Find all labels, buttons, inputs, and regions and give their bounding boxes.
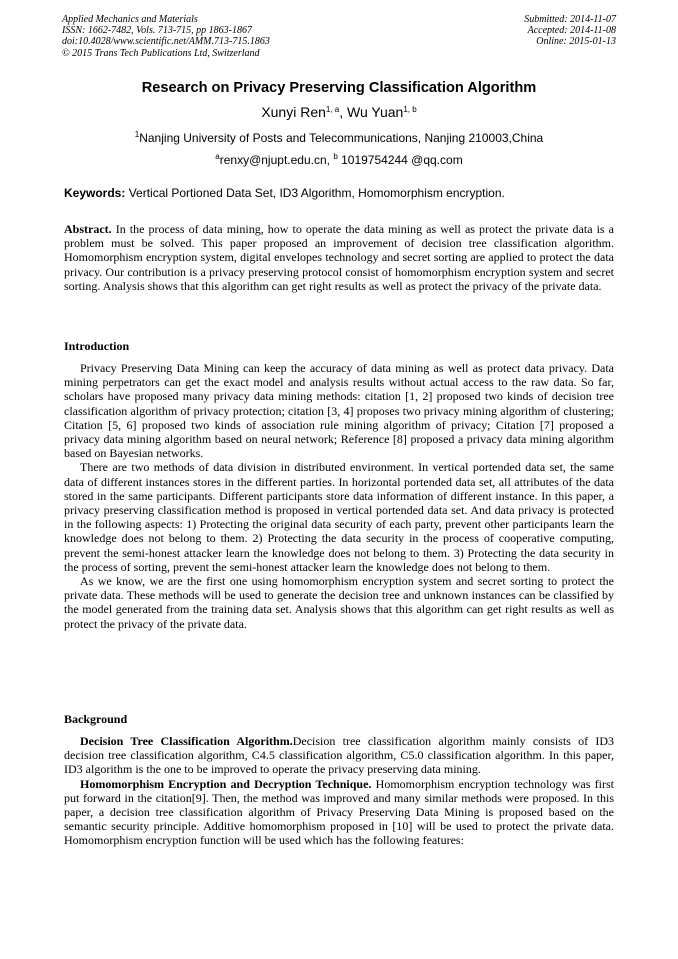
author-sep: , (339, 104, 348, 120)
author-1-name: Xunyi Ren (261, 104, 326, 120)
decision-tree-lead: Decision Tree Classification Algorithm. (80, 734, 293, 748)
accepted-date: Accepted: 2014-11-08 (527, 25, 616, 37)
background-body (64, 734, 614, 848)
affiliation-text: Nanjing University of Posts and Telecommunications, Nanjing 210003,China (139, 131, 544, 145)
emails (0, 153, 678, 167)
header-left (62, 14, 270, 59)
author-2-name: Wu Yuan (347, 104, 404, 120)
abstract (64, 222, 614, 293)
authors (0, 104, 678, 120)
background-paragraph-2 (64, 777, 614, 848)
background-paragraph-1 (64, 734, 614, 777)
affiliation-sup: 1 (134, 130, 140, 139)
author-2-sup: 1, b (403, 105, 417, 114)
issn: ISSN: 1662-7482, Vols. 713-715, pp 1863-1867 (62, 25, 252, 37)
intro-paragraph-1: Privacy Preserving Data Mining can keep the accuracy of data mining as well as protect data privacy. Data mining perpetrators can get the exact model and analysis results without actual access to the raw data. So far, scholars have proposed many privacy data mining methods: citation [1, 2] proposed two kinds of decision tree classification algorithm of privacy protection; citation [3, 4] proposes two privacy mining algorithm of clustering; Citation [5, 6] proposed two kinds of association rule mining algorithm of privacy; Citation [7] proposed a privacy data mining algorithm based on neural network; Reference [8] proposed a privacy data mining algorithm based on Bayesian networks. (64, 361, 614, 461)
introduction-body (64, 361, 614, 631)
abstract-label: Abstract. (64, 222, 112, 236)
email-b: 1019754244 @qq.com (337, 153, 463, 167)
keywords-text: Vertical Portioned Data Set, ID3 Algorithm, Homomorphism encryption. (125, 186, 505, 200)
homomorphism-lead: Homomorphism Encryption and Decryption Technique. (80, 776, 372, 791)
email-b-sup: b (333, 152, 338, 161)
email-a: renxy@njupt.edu.cn, (219, 153, 334, 167)
background-heading: Background (64, 712, 128, 726)
email-a-sup: a (215, 152, 220, 161)
decision-tree-text: Decision tree classification algorithm mainly consists of ID3 decision tree classification algorithm, C4.5 classification algorithm, C5.0 classification algorithm. In this paper, ID3 algorithm is the one to be improved to operate the privacy preserving data mining. (64, 734, 614, 777)
author-1-sup: 1, a (325, 105, 340, 114)
introduction-heading: Introduction (64, 339, 130, 353)
homomorphism-text: Homomorphism encryption technology was first put forward in the citation[9]. Then, the method was improved and many similar methods were proposed. In this paper, a decision tree classification algorithm of Privacy Preserving Data Mining is proposed based on the semantic security principle. Additive homomorphism proposed in [10] will be used to protect the private data. Homomorphism encryption function will be used which has the following features: (64, 776, 614, 848)
keywords-label: Keywords: (64, 186, 126, 200)
keywords (64, 186, 614, 200)
journal-name: Applied Mechanics and Materials (62, 14, 198, 25)
paper-title: Research on Privacy Preserving Classification Algorithm (141, 80, 537, 96)
submitted-date: Submitted: 2014-11-07 (524, 14, 616, 25)
online-date: Online: 2015-01-13 (536, 36, 616, 48)
affiliation (0, 131, 678, 145)
abstract-text: In the process of data mining, how to operate the data mining as well as protect the private data is a problem must be solved. This paper proposed an improvement of decision tree classification algorithm. Homomorphism encryption system, digital envelopes technology and secret sorting are applied to protect the data privacy. Our contribution is a privacy preserving protocol consist of homomorphism encryption system and secret sorting. Analysis shows that this algorithm can get right results as well as protect the privacy of the private data. (64, 222, 614, 293)
intro-paragraph-2: There are two methods of data division in distributed environment. In vertical portended data set, the same data of different instances stores in the different parties. In horizontal portended data set, all attributes of the data stored in the same participants. Different participants store data information of different instance. In this paper, a privacy preserving classification method is proposed in vertical portended data set. And data privacy is protected in the following aspects: 1) Protecting the original data security of each party, prevent other participants learn the knowledge does not belong to them. 2) Protecting the data security in the process of cooperative computing, prevent the semi-honest attacker learn the knowledge does not belong to them. 3) Protecting the data security in the process of sorting, prevent the semi-honest attacker learn the knowledge does not belong to them. (64, 460, 614, 574)
intro-paragraph-3: As we know, we are the first one using homomorphism encryption system and secret sorting to protect the private data. These methods will be used to generate the decision tree and unknown instances can be classified by the model generated from the training data set. Analysis shows that this algorithm can get right results as well as protect the privacy of the private data. (64, 574, 614, 631)
header-right (524, 14, 616, 48)
copyright: © 2015 Trans Tech Publications Ltd, Switzerland (62, 47, 260, 59)
doi: doi:10.4028/www.scientific.net/AMM.713-715.1863 (62, 36, 270, 48)
